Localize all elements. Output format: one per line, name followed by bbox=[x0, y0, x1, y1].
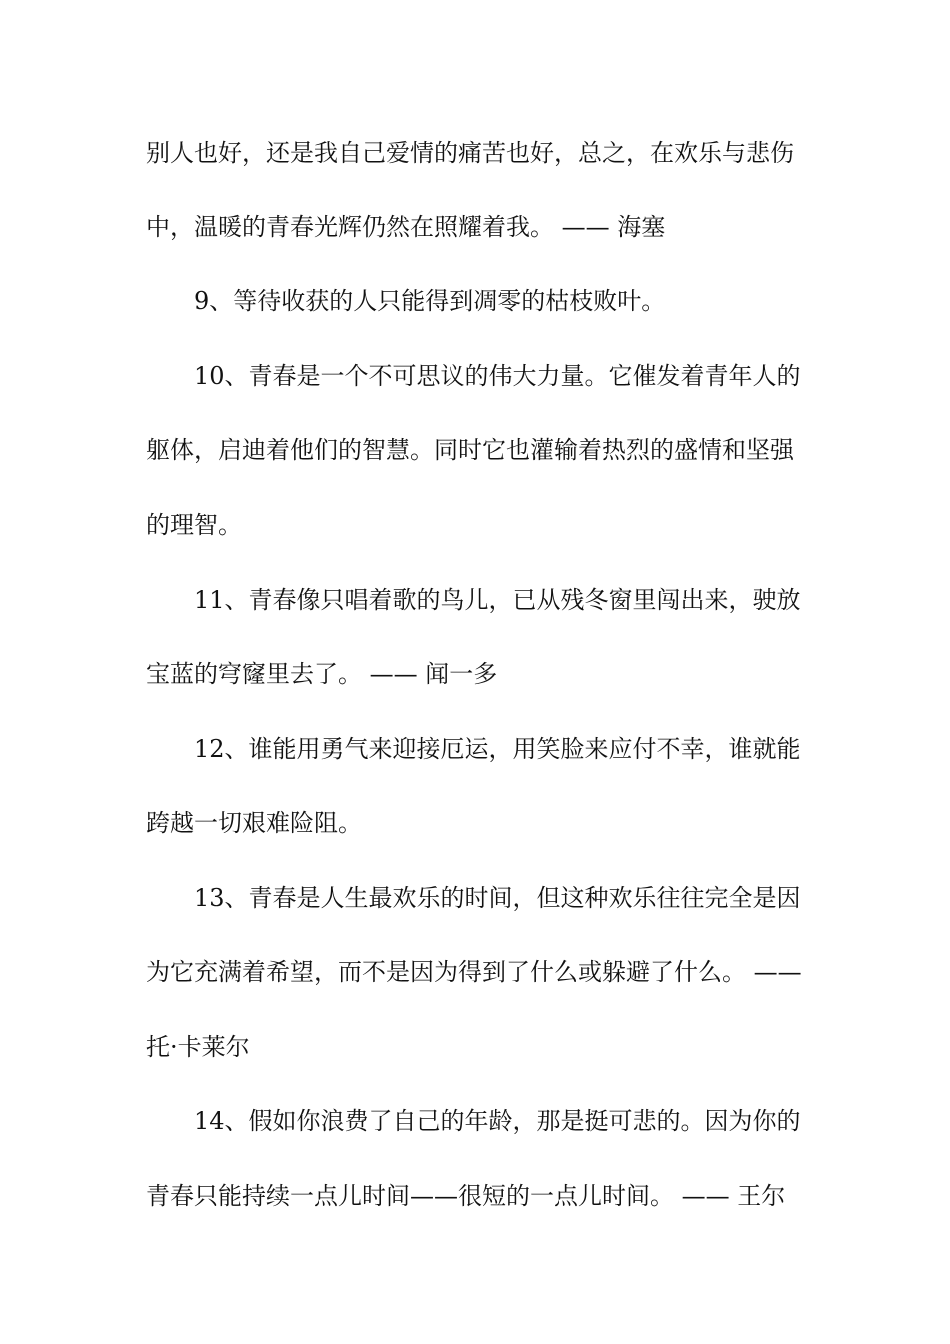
text-line: 14、假如你浪费了自己的年龄，那是挺可悲的。因为你的 bbox=[194, 1107, 801, 1135]
text-line: 别人也好，还是我自己爱情的痛苦也好，总之，在欢乐与悲伤 bbox=[146, 139, 794, 167]
text-line: 10、青春是一个不可思议的伟大力量。它催发着青年人的 bbox=[194, 362, 801, 390]
text-line: 青春只能持续一点儿时间——很短的一点儿时间。 —— 王尔 bbox=[146, 1182, 786, 1210]
text-line: 躯体，启迪着他们的智慧。同时它也灌输着热烈的盛情和坚强 bbox=[146, 436, 794, 464]
text-line: 12、谁能用勇气来迎接厄运，用笑脸来应付不幸，谁就能 bbox=[194, 735, 801, 763]
text-line: 的理智。 bbox=[146, 511, 242, 539]
text-line: 11、青春像只唱着歌的鸟儿，已从残冬窗里闯出来，驶放 bbox=[194, 586, 801, 614]
text-line: 9、等待收获的人只能得到凋零的枯枝败叶。 bbox=[194, 287, 666, 315]
text-line: 13、青春是人生最欢乐的时间，但这种欢乐往往完全是因 bbox=[194, 884, 801, 912]
text-line: 中，温暖的青春光辉仍然在照耀着我。 —— 海塞 bbox=[146, 213, 666, 241]
text-line: 托·卡莱尔 bbox=[146, 1033, 250, 1061]
text-line: 跨越一切艰难险阻。 bbox=[146, 809, 362, 837]
text-line: 为它充满着希望，而不是因为得到了什么或躲避了什么。 —— bbox=[146, 958, 802, 986]
text-line: 宝蓝的穹窿里去了。 —— 闻一多 bbox=[146, 660, 498, 688]
